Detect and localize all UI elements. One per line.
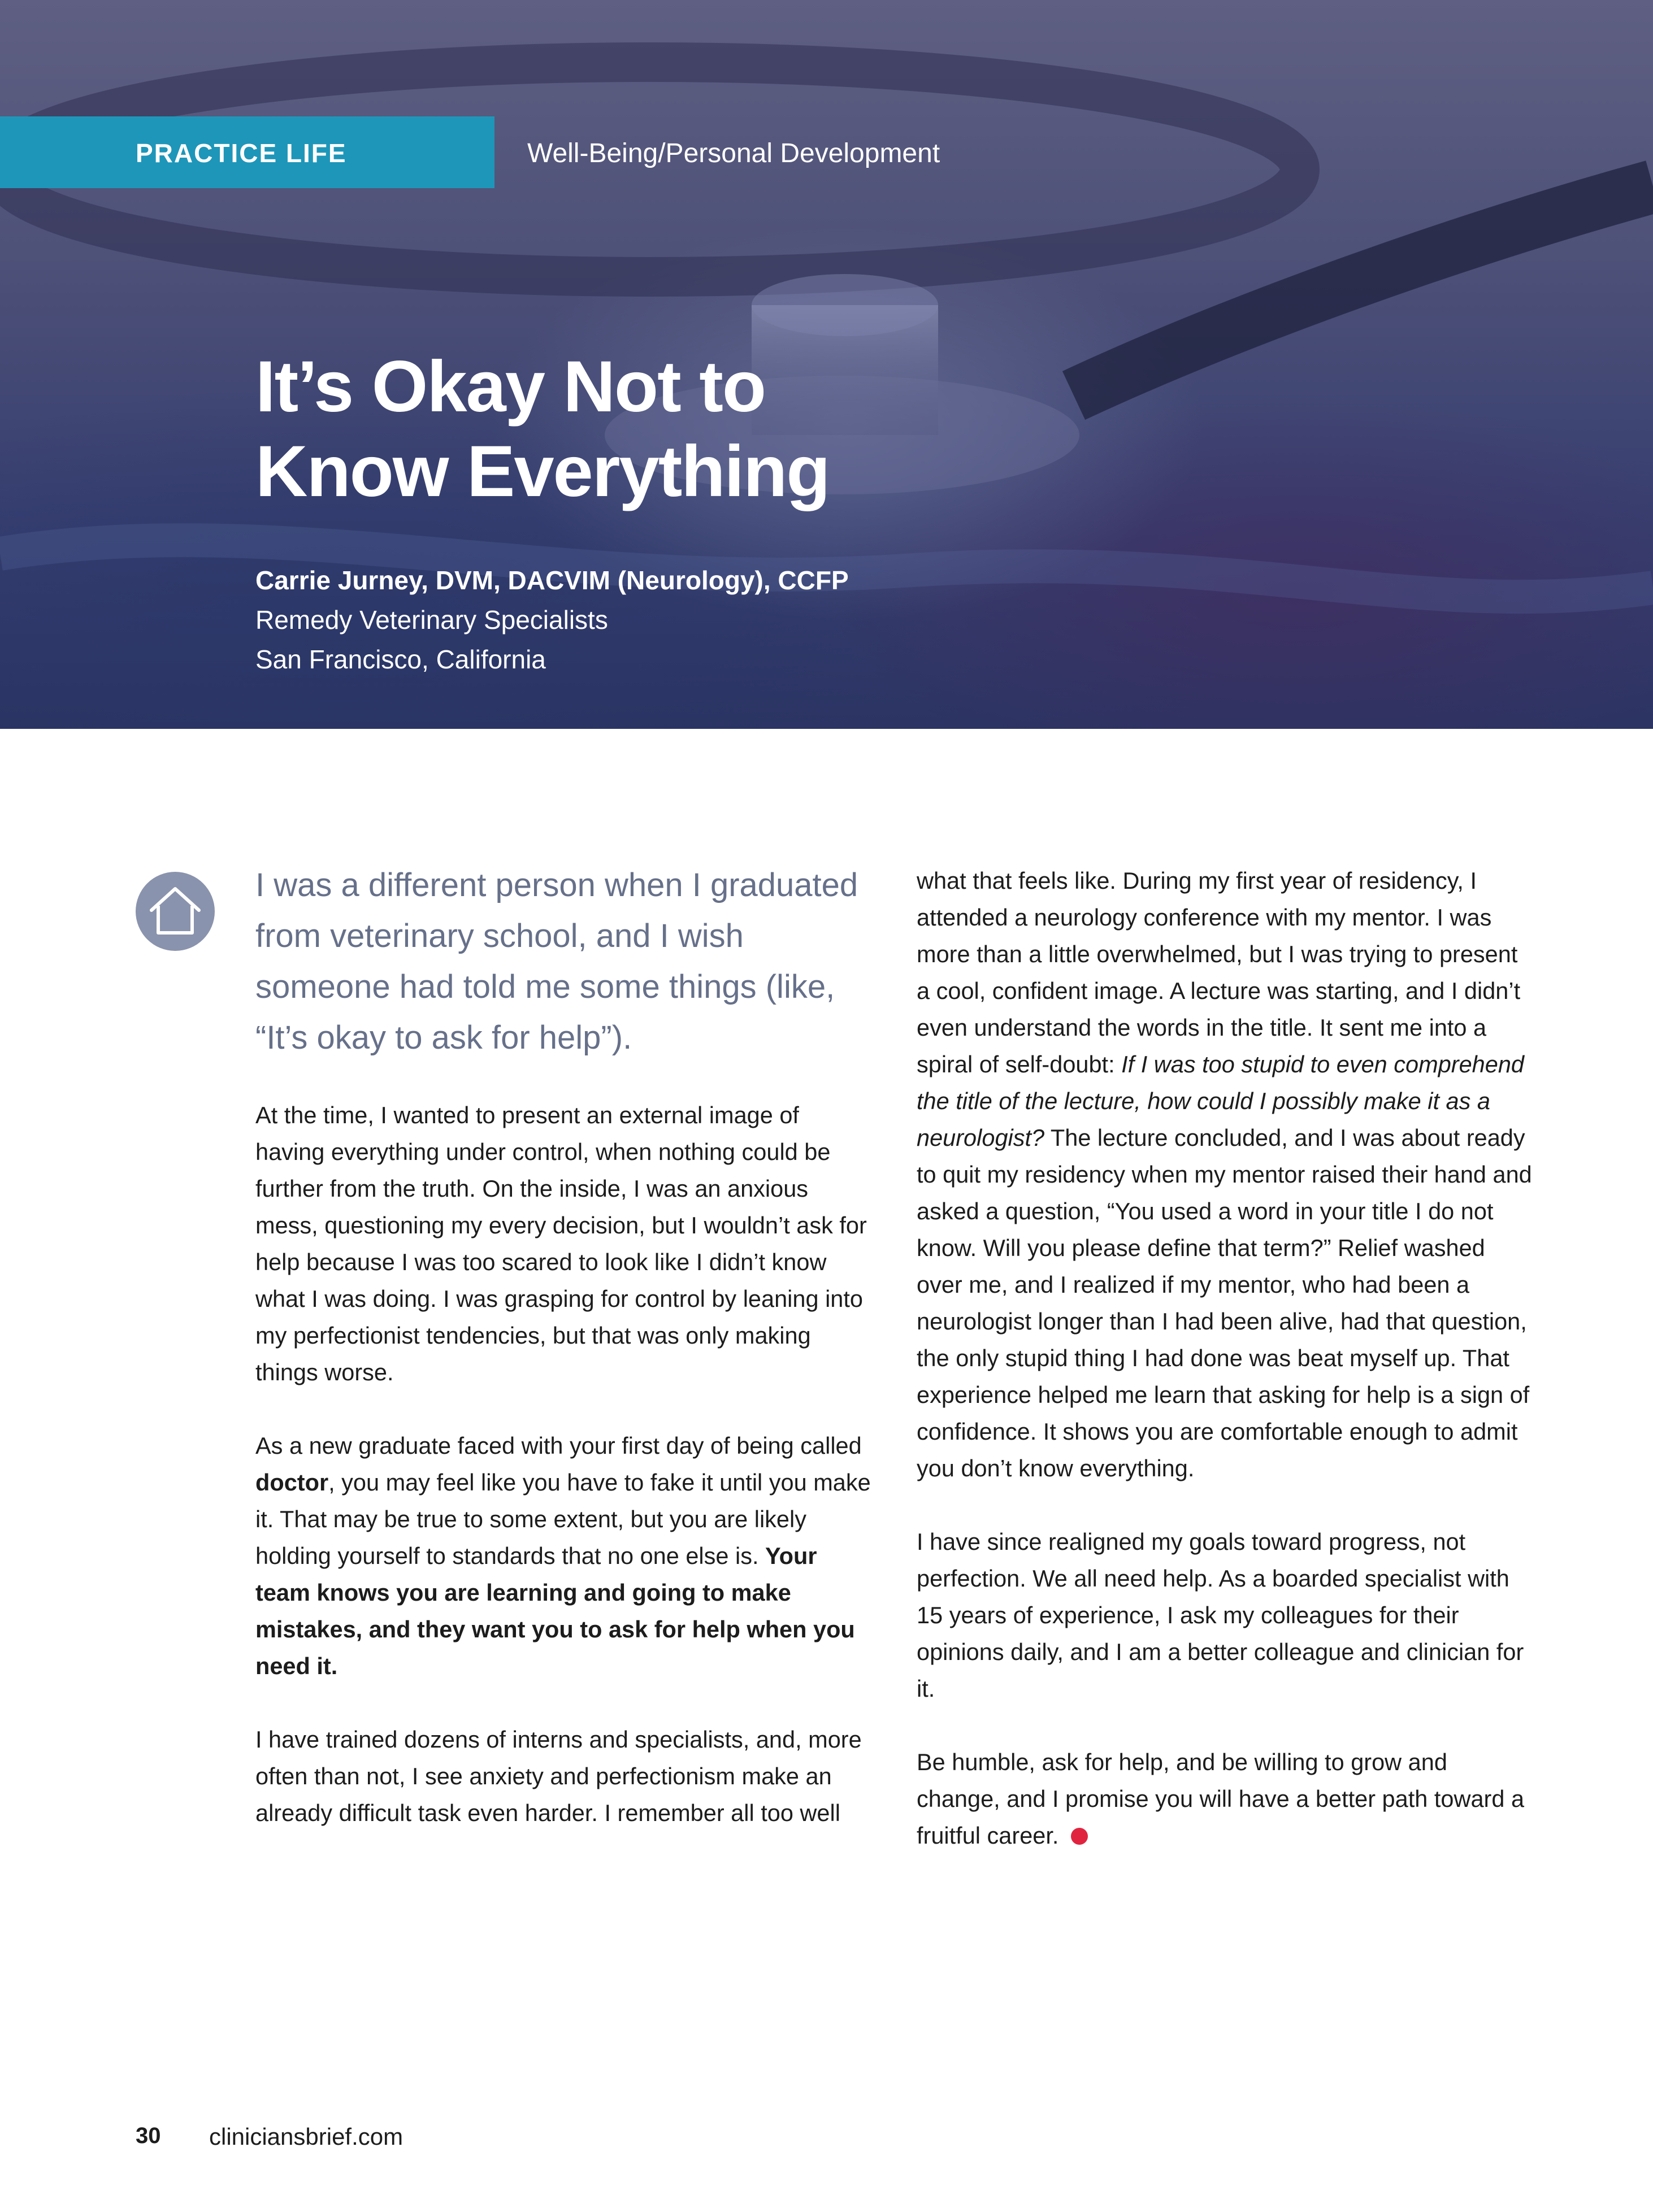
paragraph-6-text: Be humble, ask for help, and be willing to grow and change, and I promise you will have a better path toward a fruitful career. [917, 1749, 1525, 1849]
category-label: Well-Being/Personal Development [527, 138, 940, 168]
paragraph-4-text-a: what that feels like. During my first year of residency, I attended a neurology conference with my mentor. I was more than a little overwhelmed, but I was trying to present a cool, confident image. A lecture was starting, and I didn’t even understand the words in the title. It sent me into a spiral of self-doubt: [917, 867, 1521, 1077]
paragraph-5: I have since realigned my goals toward progress, not perfection. We all need help. As a boarded specialist with 15 years of experience, I ask my colleagues for their opinions daily, and I am a better colleague and clinician for it. [917, 1528, 1524, 1702]
footer-site-name: cliniciansbrief.com [209, 2123, 404, 2150]
author-block [255, 560, 849, 679]
author-location: San Francisco, California [255, 645, 546, 674]
paragraph-2-text-a: As a new graduate faced with your first day of being called [255, 1432, 862, 1459]
title-line-2: Know Everything [255, 431, 830, 512]
page-number: 30 [136, 2123, 161, 2148]
paragraph-2-bold-doctor: doctor [255, 1469, 329, 1496]
paragraph-1: At the time, I wanted to present an external image of having everything under control, when nothing could be further from the truth. On the inside, I was an anxious mess, questioning my every decision, but I wouldn’t ask for help because I was too scared to look like I didn’t know what I was doing. I was grasping for control by leaning into my perfectionist tendencies, but that was only making things worse. [255, 1102, 867, 1385]
title-line-1: It’s Okay Not to [255, 346, 766, 427]
body-column-left [255, 1097, 871, 1868]
paragraph-2 [255, 1427, 871, 1684]
paragraph-3: I have trained dozens of interns and specialists, and, more often than not, I see anxiety and perfectionism make an already difficult task even harder. I remember all too well [255, 1726, 862, 1826]
author-name: Carrie Jurney, DVM, DACVIM (Neurology), CCFP [255, 566, 849, 595]
article-title [255, 345, 829, 514]
end-dot-icon [1071, 1828, 1088, 1845]
section-tag [0, 116, 494, 188]
body-column-right [917, 862, 1533, 1891]
paragraph-2-bold-statement: Your team knows you are learning and going to make mistakes, and they want you to ask for help when you need it. [255, 1542, 855, 1679]
hero-banner [0, 0, 1653, 729]
paragraph-4 [917, 862, 1533, 1487]
paragraph-2-text-b: , you may feel like you have to fake it until you make it. That may be true to some extent, but you are likely holding yourself to standards that no one else is. [255, 1469, 871, 1569]
author-organization: Remedy Veterinary Specialists [255, 605, 608, 635]
paragraph-6 [917, 1744, 1533, 1854]
paragraph-4-text-b: The lecture concluded, and I was about ready to quit my residency when my mentor raised their hand and asked a question, “You used a word in your title I do not know. Will you please define that term?” Relief washed over me, and I realized if my mentor, who had been a neurologist longer than I had been alive, had that question, the only stupid thing I had done was beat myself up. That experience helped me learn that asking for help is a sign of confidence. It shows you are comfortable enough to admit you don’t know everything. [917, 1124, 1532, 1481]
paragraph-4-italic: If I was too stupid to even comprehend the title of the lecture, how could I possibly make it as a neurologist? [917, 1051, 1524, 1151]
section-label: PRACTICE LIFE [136, 138, 347, 168]
article-lede: I was a different person when I graduated from veterinary school, and I wish someone had told me some things (like, “It’s okay to ask for help”). [255, 867, 858, 1056]
home-icon [136, 872, 215, 951]
